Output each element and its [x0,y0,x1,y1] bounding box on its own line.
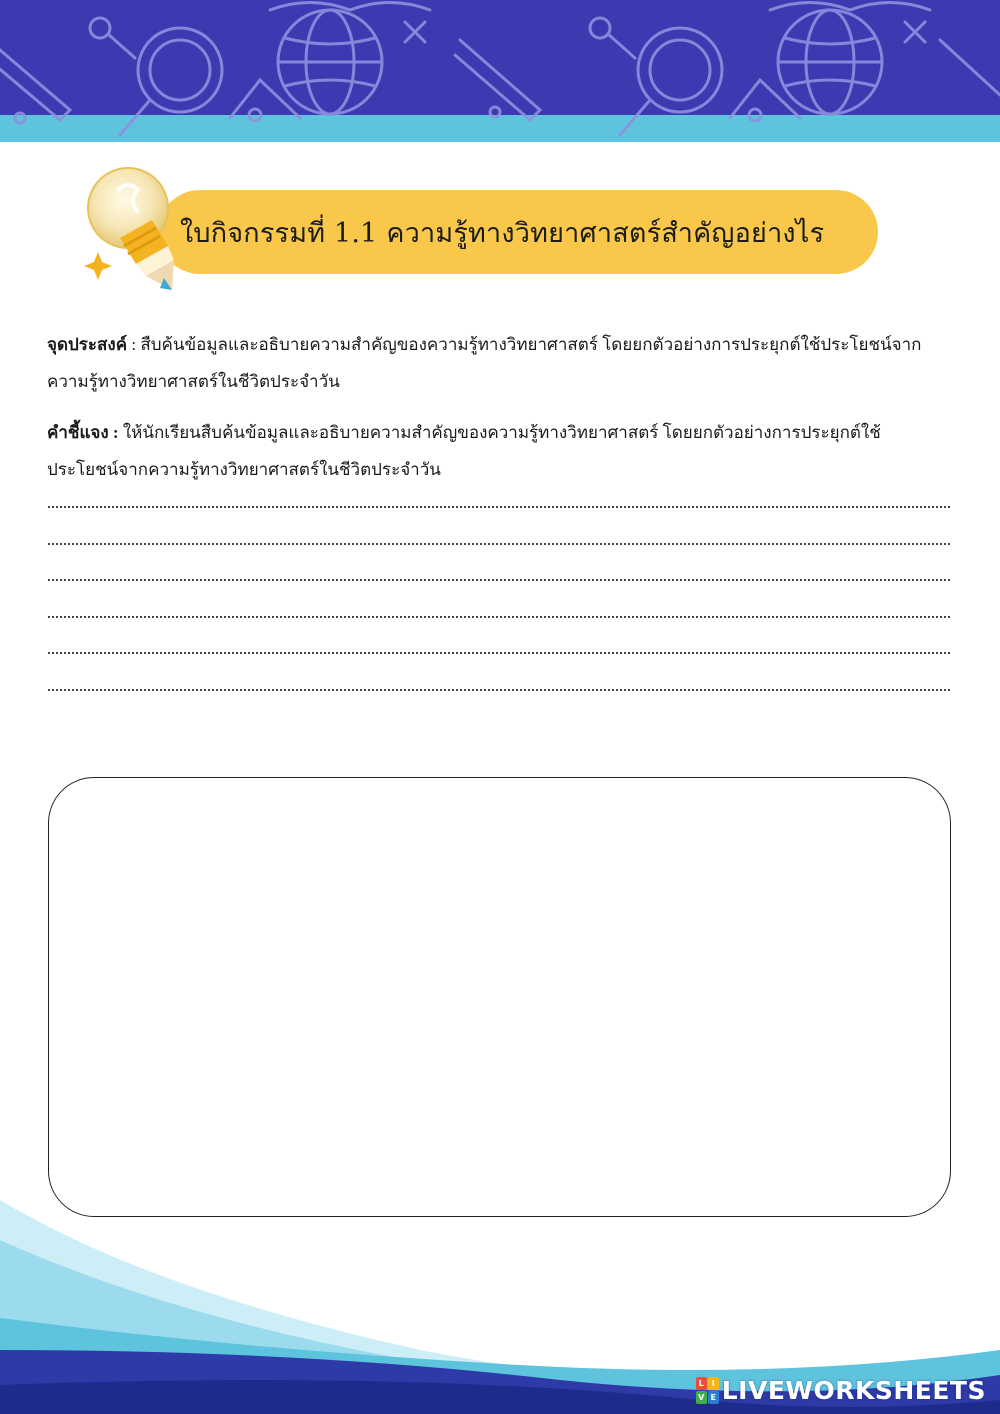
logo-letter-i: I [708,1377,719,1390]
instruction-label: คำชี้แจง : [47,423,119,442]
title-section [80,160,880,310]
logo-letter-e: E [708,1391,719,1404]
instruction-paragraph [47,414,952,488]
answer-line-6[interactable] [48,689,950,691]
answer-line-1[interactable] [48,506,950,508]
answer-line-4[interactable] [48,616,950,618]
logo-letter-l: L [696,1377,707,1390]
answer-line-5[interactable] [48,652,950,654]
answer-line-2[interactable] [48,543,950,545]
logo-letter-v: V [696,1391,707,1404]
header-banner [0,0,1000,142]
liveworksheets-logo-icon [696,1377,718,1403]
lightbulb-pencil-icon [80,160,190,310]
purpose-text: สืบค้นข้อมูลและอธิบายความสำคัญของความรู้ทางวิทยาศาสตร์ โดยยกตัวอย่างการประยุกต์ใช้ประโยชน์จากความรู้ทางวิทยาศาสตร์ในชีวิตประจำวัน [47,335,922,391]
doodle-pattern-icon [0,0,1000,142]
purpose-paragraph [47,326,952,400]
answer-line-3[interactable] [48,579,950,581]
answer-lines [48,506,950,725]
answer-box[interactable] [48,777,951,1217]
purpose-label: จุดประสงค์ [47,335,128,354]
page-title: ใบกิจกรรมที่ 1.1 ความรู้ทางวิทยาศาสตร์สำคัญอย่างไร [180,217,825,249]
brand-watermark [696,1373,986,1407]
purpose-separator: : [127,335,141,354]
brand-name: LIVEWORKSHEETS [721,1375,986,1405]
instruction-text: ให้นักเรียนสืบค้นข้อมูลและอธิบายความสำคัญของความรู้ทางวิทยาศาสตร์ โดยยกตัวอย่างการประยุกต์ใช้ ประโยชน์จากความรู้ทางวิทยาศาสตร์ในชีวิตประจำวัน [47,423,881,479]
